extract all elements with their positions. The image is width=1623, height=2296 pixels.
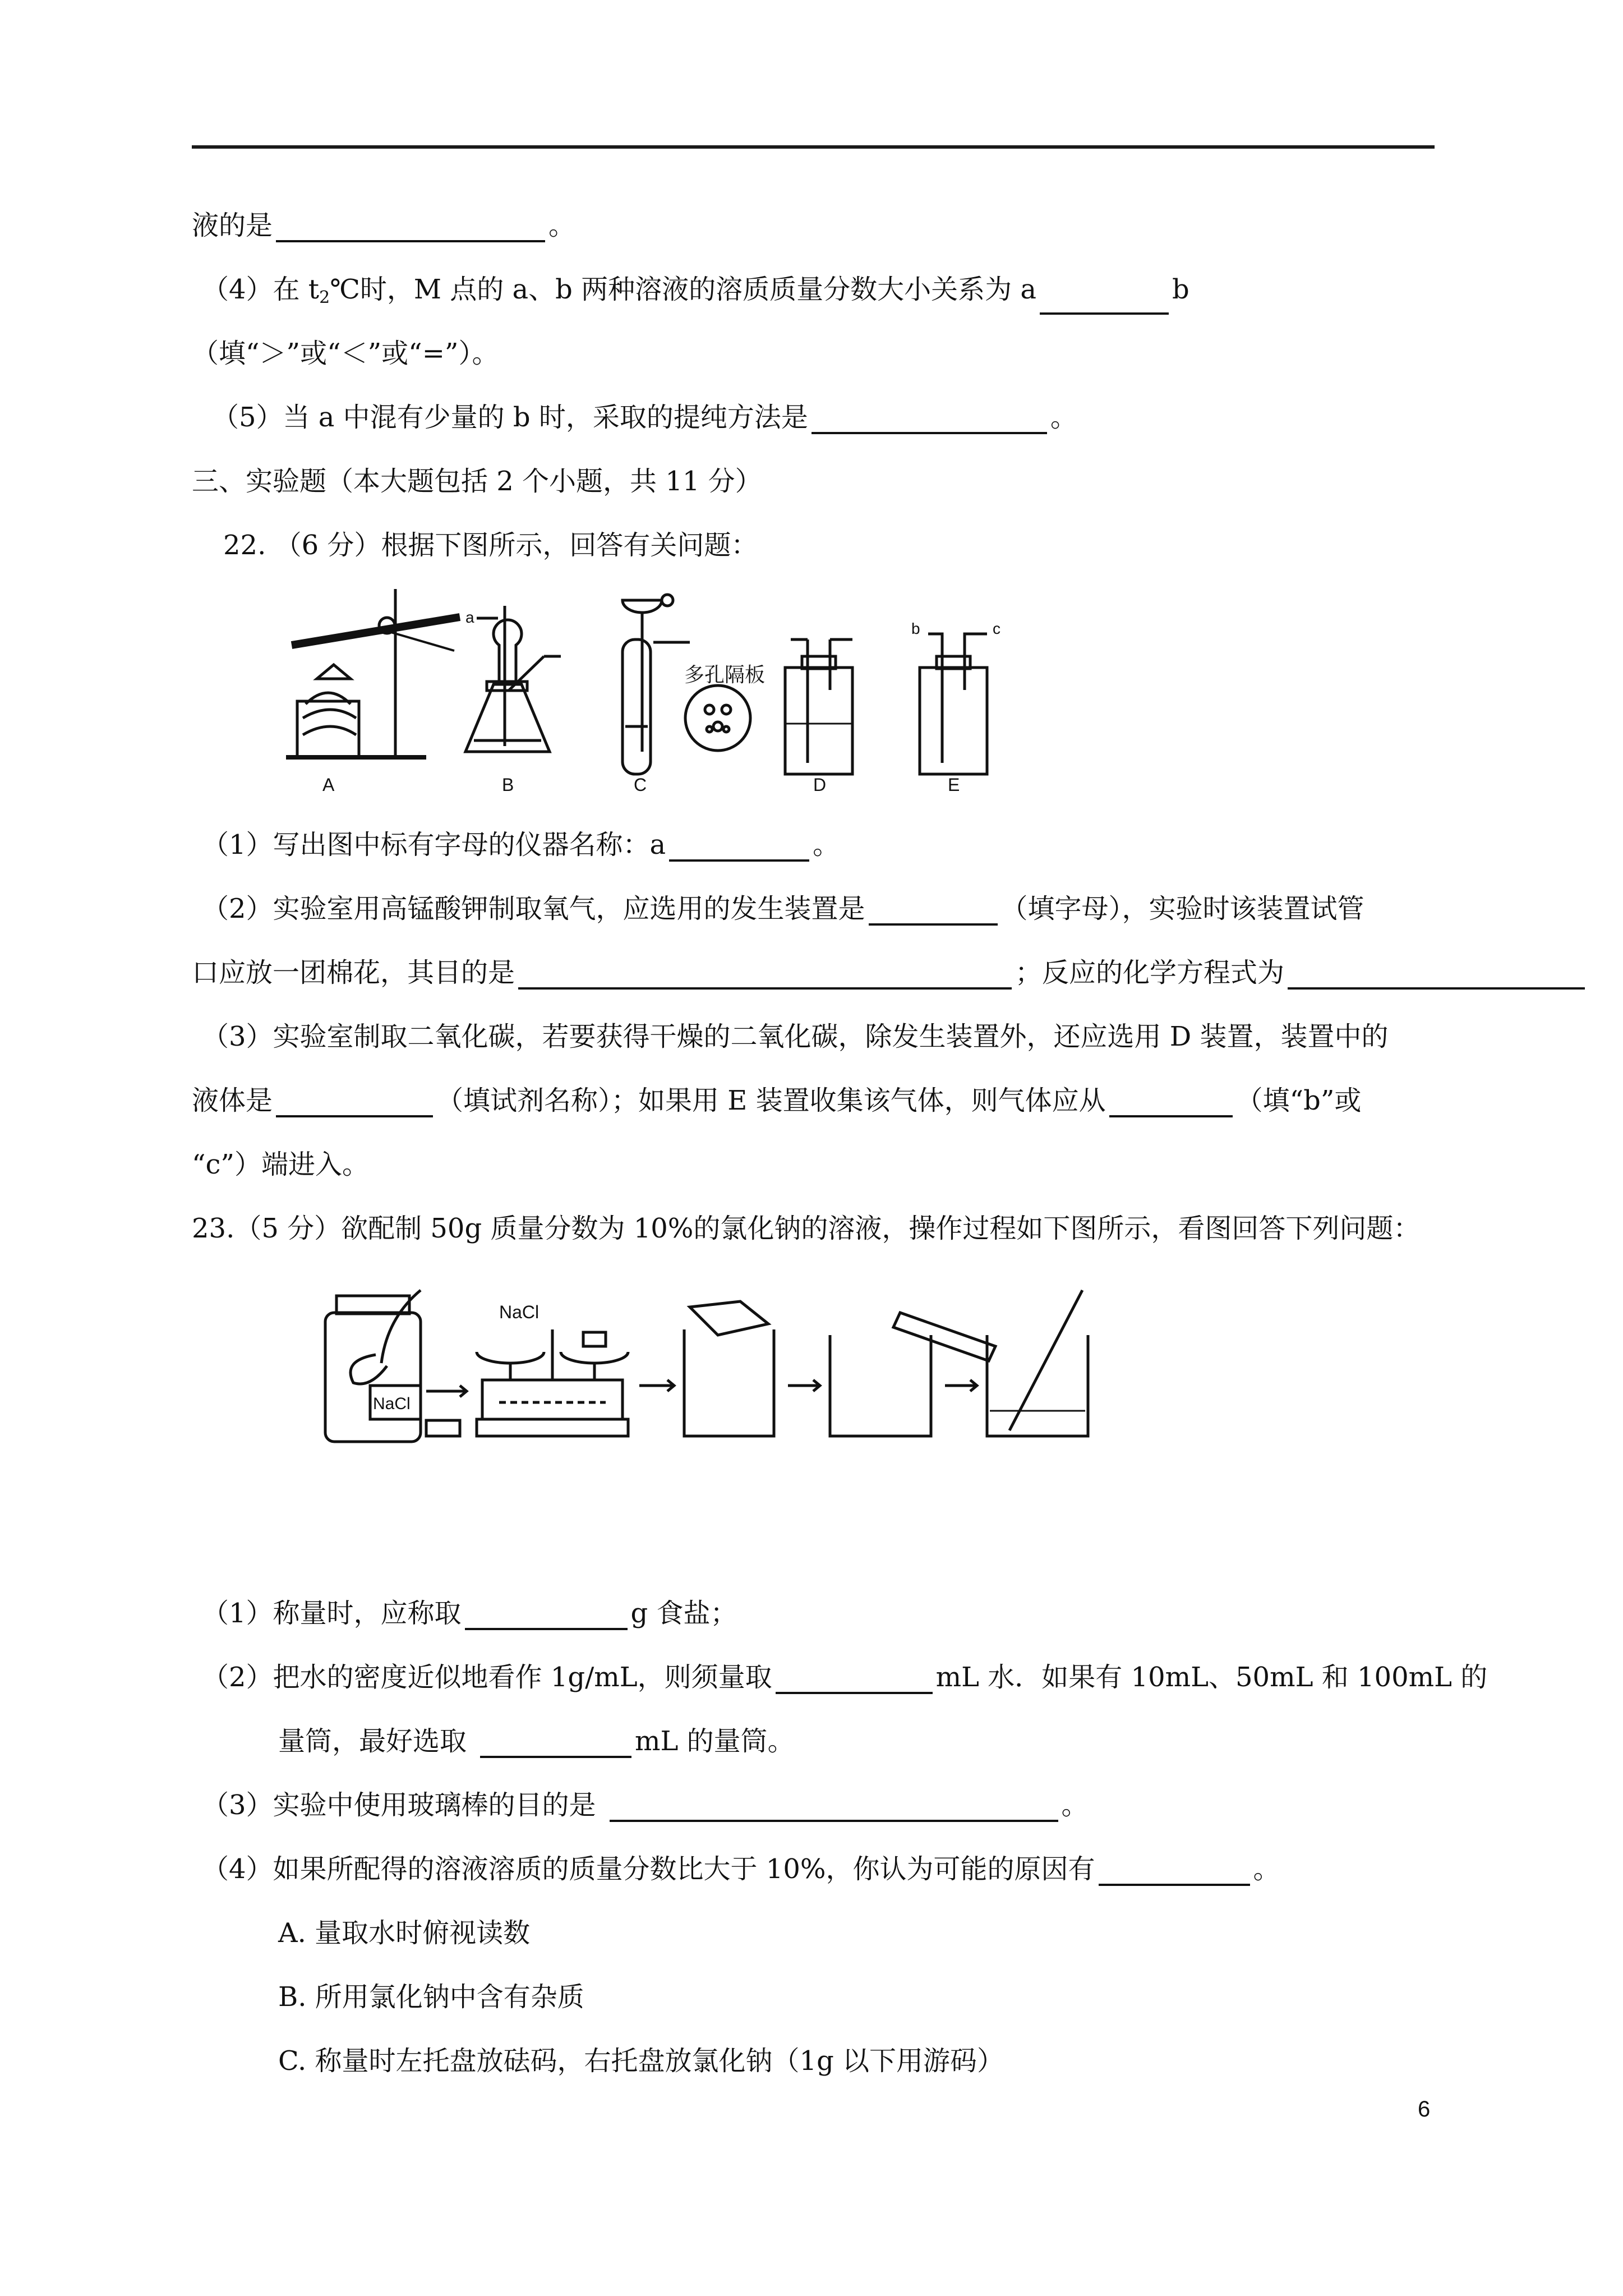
text: （3）实验中使用玻璃棒的目的是 <box>202 1789 596 1821</box>
q21-4-instruction: （填“＞”或“＜”或“=”）。 <box>192 338 499 369</box>
text: 。 <box>548 210 576 241</box>
answer-blank[interactable] <box>1099 1858 1250 1886</box>
subscript: 2 <box>319 288 330 307</box>
text: g 食盐； <box>630 1598 737 1629</box>
text: （填“b”或 <box>1235 1085 1362 1116</box>
option-a[interactable]: A. 量取水时俯视读数 <box>278 1917 531 1949</box>
answer-blank[interactable] <box>669 834 809 862</box>
q22-3a: （3）实验室制取二氧化碳，若要获得干燥的二氧化碳，除发生装置外，还应选用 D 装置，装置中的 <box>202 1021 1389 1052</box>
answer-blank[interactable] <box>518 961 1012 990</box>
q23-3 <box>202 1788 1089 1822</box>
q21-3-tail <box>192 209 575 242</box>
answer-blank[interactable] <box>1288 961 1585 990</box>
q23-4 <box>202 1852 1280 1886</box>
nacl-label-jar: NaCl <box>373 1395 411 1413</box>
text: 量筒，最好选取 <box>278 1726 467 1757</box>
label-a-device: A <box>322 775 335 795</box>
option-c[interactable]: C. 称量时左托盘放砝码，右托盘放氯化钠（1g 以下用游码） <box>278 2045 1004 2077</box>
text: （1）称量时，应称取 <box>202 1598 462 1629</box>
apparatus-figure <box>275 583 1060 797</box>
q23-2a <box>202 1660 1487 1694</box>
text: ℃时，M 点的 a、b 两种溶液的溶质质量分数大小关系为 a <box>330 274 1037 305</box>
text: b <box>1172 274 1189 305</box>
q21-5 <box>212 401 1077 434</box>
q23-1 <box>202 1596 737 1630</box>
section-heading: 三、实验题（本大题包括 2 个小题，共 11 分） <box>192 466 762 497</box>
text: （4）如果所配得的溶液溶质的质量分数比大于 10%，你认为可能的原因有 <box>202 1853 1095 1885</box>
q22-1 <box>202 828 840 862</box>
answer-blank[interactable] <box>276 1089 433 1117</box>
answer-blank[interactable] <box>1109 1089 1233 1117</box>
preparation-figure <box>314 1273 1279 1453</box>
text: 液的是 <box>192 210 273 241</box>
q22-3b <box>192 1084 1361 1117</box>
answer-blank[interactable] <box>869 898 998 926</box>
question-22-stem: 22. （6 分）根据下图所示，回答有关问题： <box>223 530 758 561</box>
answer-blank[interactable] <box>465 1602 628 1630</box>
text: 液体是 <box>192 1085 273 1116</box>
q22-3c: “c”）端进入。 <box>192 1149 369 1180</box>
porous-plate-label: 多孔隔板 <box>684 663 766 686</box>
text: （4）在 t <box>202 274 320 305</box>
question-23-stem: 23.（5 分）欲配制 50g 质量分数为 10%的氯化钠的溶液，操作过程如下图所示，看图回答下列问题： <box>192 1213 1421 1244</box>
answer-blank[interactable] <box>480 1730 631 1758</box>
text: mL 水．如果有 10mL、50mL 和 100mL 的 <box>935 1662 1488 1693</box>
answer-blank[interactable] <box>811 406 1047 434</box>
answer-blank[interactable] <box>1040 287 1169 315</box>
option-b[interactable]: B. 所用氯化钠中含有杂质 <box>278 1981 584 2013</box>
text: 。 <box>1050 402 1077 433</box>
label-b: b <box>911 620 920 637</box>
answer-blank[interactable] <box>276 214 545 242</box>
nacl-label-top: NaCl <box>499 1302 540 1322</box>
text: 。 <box>813 829 840 861</box>
text: mL 的量筒。 <box>635 1726 795 1757</box>
label-b-device: B <box>502 775 514 795</box>
preparation-svg <box>314 1273 1279 1453</box>
page-number: 6 <box>1418 2097 1431 2122</box>
apparatus-svg <box>275 583 1060 797</box>
text: 。 <box>1061 1789 1089 1821</box>
q22-2b <box>192 956 1588 990</box>
label-c-device: C <box>634 775 647 795</box>
q22-2a <box>202 892 1364 926</box>
text: 口应放一团棉花，其目的是 <box>192 957 515 988</box>
text: （2）实验室用高锰酸钾制取氧气，应选用的发生装置是 <box>202 893 865 924</box>
label-d-device: D <box>813 775 827 795</box>
text: （填试剂名称）；如果用 E 装置收集该气体，则气体应从 <box>436 1085 1106 1116</box>
text: （1）写出图中标有字母的仪器名称：a <box>202 829 666 861</box>
text: 。 <box>1253 1853 1280 1885</box>
q23-2b <box>278 1724 795 1758</box>
answer-blank[interactable] <box>610 1794 1058 1822</box>
q21-4 <box>202 273 1189 315</box>
answer-blank[interactable] <box>776 1666 933 1694</box>
label-c: c <box>993 620 1000 637</box>
label-a: a <box>465 609 474 626</box>
label-e-device: E <box>948 775 960 795</box>
text: （5）当 a 中混有少量的 b 时，采取的提纯方法是 <box>212 402 808 433</box>
text: （填字母），实验时该装置试管 <box>1000 893 1364 924</box>
header-rule <box>192 145 1435 149</box>
text: ；反应的化学方程式为 <box>1015 957 1285 988</box>
text: （2）把水的密度近似地看作 1g/mL，则须量取 <box>202 1662 772 1693</box>
